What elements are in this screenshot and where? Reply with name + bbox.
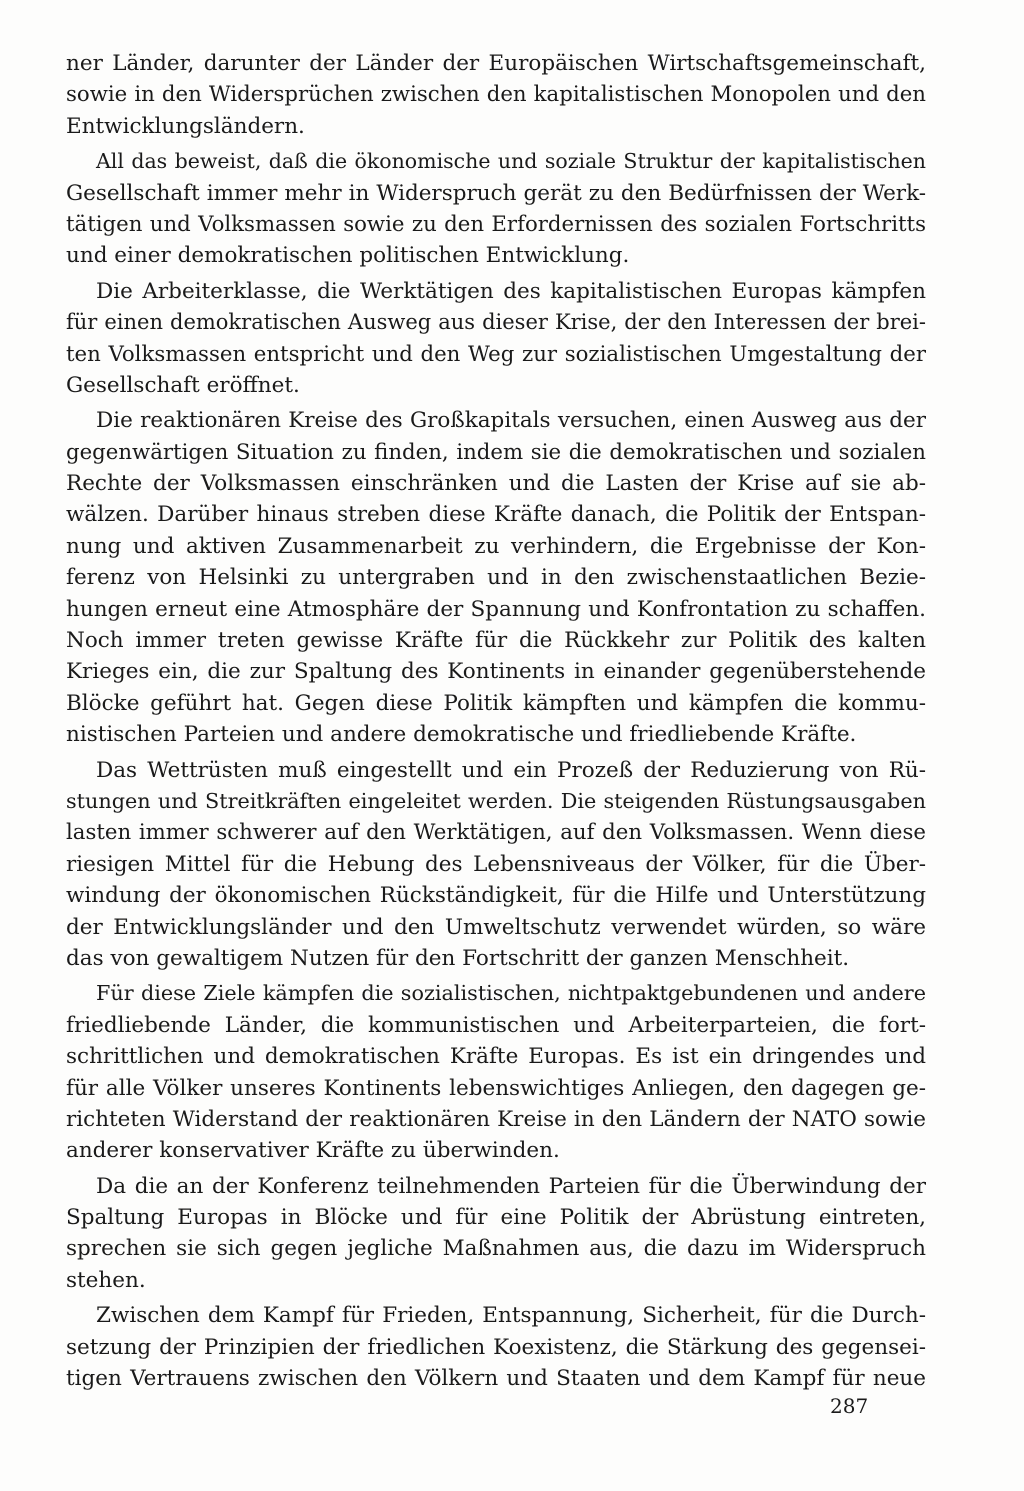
paragraph [66, 1300, 926, 1394]
text-line: Für diese Ziele kämpfen die sozialistischen, nichtpaktgebundenen und andere [96, 981, 926, 1006]
text-line: Spaltung Europas in Blöcke und für eine Politik der Abrüstung eintreten, [66, 1205, 926, 1231]
paragraph [66, 1171, 926, 1297]
text-line: nistischen Parteien und andere demokratische und friedliebende Kräfte. [66, 722, 857, 748]
text-line: All das beweist, daß die ökonomische und soziale Struktur der kapitalistischen [96, 149, 926, 174]
text-line: für einen demokratischen Ausweg aus dieser Krise, der den Interessen der brei- [66, 310, 926, 335]
text-line: setzung der Prinzipien der friedlichen Koexistenz, die Stärkung des gegensei- [66, 1334, 926, 1360]
text-line: der Entwicklungsländer und den Umweltschutz verwendet würden, so wäre [66, 914, 926, 940]
text-line: Rechte der Volksmassen einschränken und die Lasten der Krise auf sie ab- [66, 471, 926, 497]
text-line: Die Arbeiterklasse, die Werktätigen des kapitalistischen Europas kämpfen [96, 278, 926, 304]
text-line: nung und aktiven Zusammenarbeit zu verhindern, die Ergebnisse der Kon- [66, 533, 926, 559]
text-line: und einer demokratischen politischen Entwicklung. [66, 243, 630, 269]
paragraph [66, 405, 926, 750]
text-line: Gesellschaft immer mehr in Widerspruch gerät zu den Bedürfnissen der Werk- [66, 180, 926, 206]
text-line: sowie in den Widersprüchen zwischen den kapitalistischen Monopolen und den [66, 82, 926, 108]
text-line: Da die an der Konferenz teilnehmenden Parteien für die Überwindung der [96, 1173, 926, 1199]
text-line: riesigen Mittel für die Hebung des Lebensniveaus der Völker, für die Über- [66, 851, 926, 877]
text-line: ten Volksmassen entspricht und den Weg zur sozialistischen Umgestaltung der [66, 341, 926, 367]
text-line: Noch immer treten gewisse Kräfte für die Rückkehr zur Politik des kalten [66, 628, 926, 654]
text-line: Gesellschaft eröffnet. [66, 372, 300, 398]
text-line: Krieges ein, die zur Spaltung des Kontinents in einander gegenüberstehende [66, 659, 926, 685]
text-line: stungen und Streitkräften eingeleitet werden. Die steigenden Rüstungsausgaben [66, 788, 926, 813]
paragraph [66, 978, 926, 1166]
text-line: für alle Völker unseres Kontinents lebenswichtiges Anliegen, den dagegen ge- [66, 1075, 926, 1101]
text-line: Das Wettrüsten muß eingestellt und ein Prozeß der Reduzierung von Rü- [96, 757, 926, 783]
text-line: richteten Widerstand der reaktionären Kreise in den Ländern der NATO sowie [66, 1106, 926, 1132]
text-line: windung der ökonomischen Rückständigkeit, für die Hilfe und Unterstützung [66, 883, 926, 909]
text-line: Zwischen dem Kampf für Frieden, Entspannung, Sicherheit, für die Durch- [96, 1303, 926, 1329]
text-line: Die reaktionären Kreise des Großkapitals versuchen, einen Ausweg aus der [96, 408, 926, 434]
paragraph [66, 755, 926, 975]
text-line: lasten immer schwerer auf den Werktätigen, auf den Volksmassen. Wenn diese [66, 820, 926, 846]
text-line: ferenz von Helsinki zu untergraben und in den zwischenstaatlichen Bezie- [66, 565, 926, 591]
paragraph [66, 276, 926, 402]
text-line: hungen erneut eine Atmosphäre der Spannung und Konfrontation zu schaffen. [66, 596, 926, 622]
text-line: das von gewaltigem Nutzen für den Fortschritt der ganzen Menschheit. [66, 945, 850, 971]
paragraph [66, 146, 926, 272]
text-line: schrittlichen und demokratischen Kräfte Europas. Es ist ein dringendes und [66, 1044, 926, 1070]
page-number: 287 [830, 1394, 869, 1418]
text-line: Blöcke geführt hat. Gegen diese Politik kämpften und kämpfen die kommu- [66, 690, 926, 716]
paragraph [66, 48, 926, 142]
text-line: anderer konservativer Kräfte zu überwinden. [66, 1138, 560, 1164]
text-line: friedliebende Länder, die kommunistischen und Arbeiterparteien, die fort- [66, 1012, 926, 1038]
body-text [66, 48, 926, 1394]
text-line: Entwicklungsländern. [66, 113, 305, 139]
text-line: tätigen und Volksmassen sowie zu den Erfordernissen des sozialen Fortschritts [66, 211, 926, 237]
text-line: gegenwärtigen Situation zu finden, indem sie die demokratischen und sozialen [66, 439, 926, 465]
text-line: ner Länder, darunter der Länder der Europäischen Wirtschaftsgemeinschaft, [66, 51, 926, 76]
text-line: stehen. [66, 1267, 146, 1293]
text-line: wälzen. Darüber hinaus streben diese Kräfte danach, die Politik der Entspan- [66, 502, 926, 528]
text-line: tigen Vertrauens zwischen den Völkern und Staaten und dem Kampf für neue [66, 1366, 926, 1392]
text-line: sprechen sie sich gegen jegliche Maßnahmen aus, die dazu im Widerspruch [66, 1236, 926, 1262]
